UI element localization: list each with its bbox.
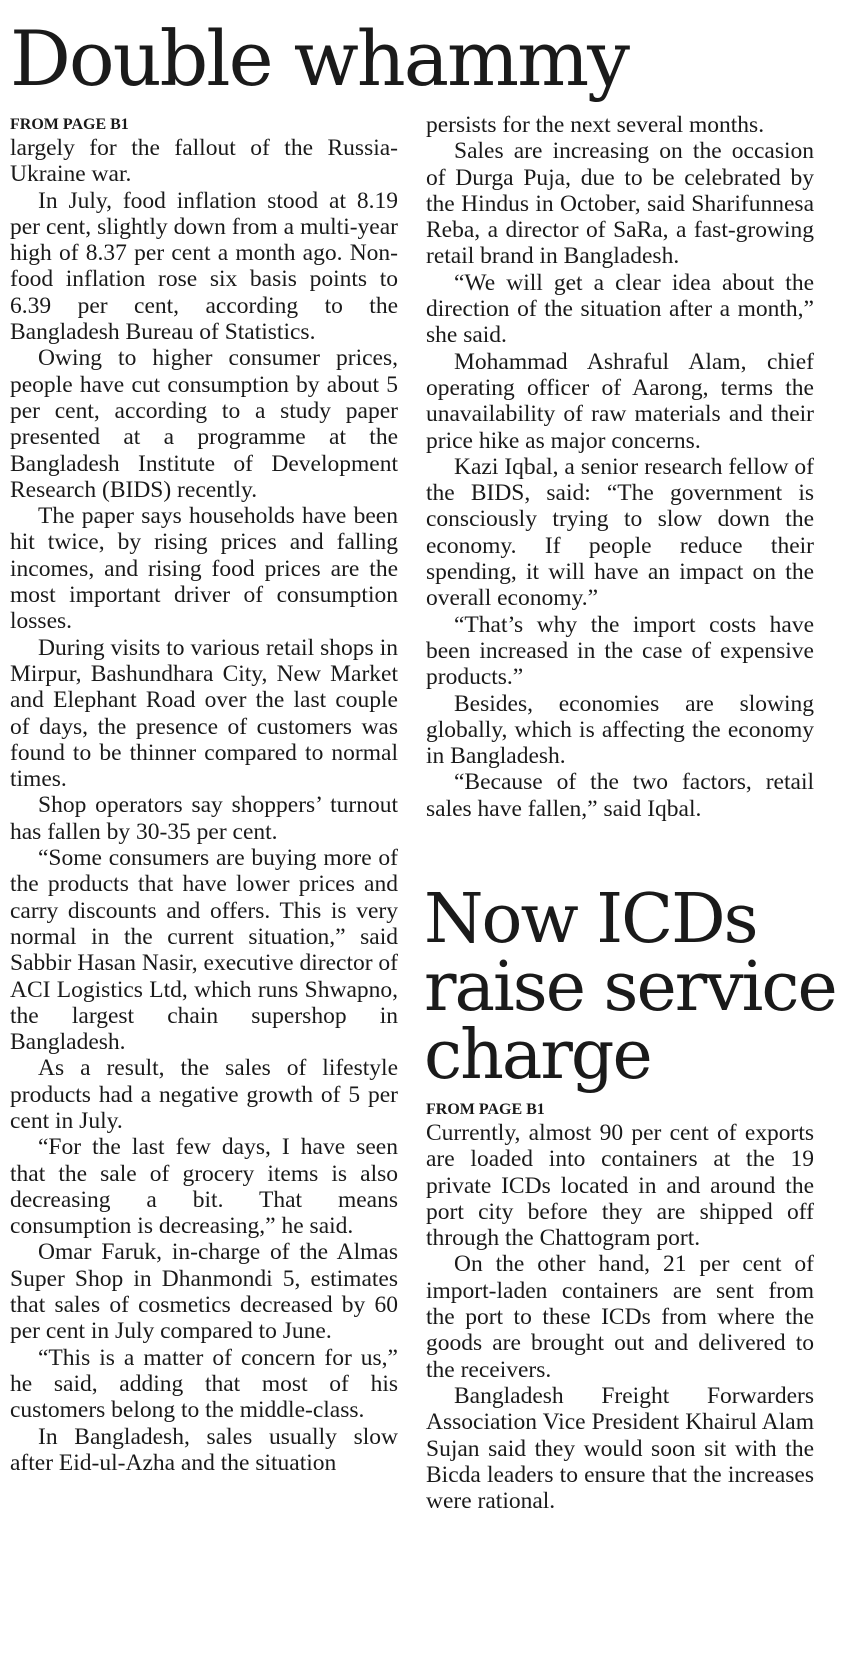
second-article-column: [426, 1100, 814, 1514]
paragraph: largely for the fallout of the Russia-Ukraine war.: [10, 135, 398, 188]
paragraph: “We will get a clear idea about the direction of the situation after a month,” she said.: [426, 269, 814, 349]
paragraph: Owing to higher consumer prices, people have cut consumption by about 5 per cent, according to a study paper presented at a programme at the Bangladesh Institute of Development Research (BIDS) recently.: [10, 345, 398, 503]
paragraph: Omar Faruk, in-charge of the Almas Super Shop in Dhanmondi 5, estimates that sales of cosmetics decreased by 60 per cent in July compared to June.: [10, 1239, 398, 1345]
paragraph: Bangladesh Freight Forwarders Association Vice President Khairul Alam Sujan said they would soon sit with the Bicda leaders to ensure that the increases were rational.: [426, 1382, 814, 1515]
paragraph: In July, food inflation stood at 8.19 per cent, slightly down from a multi-year high of 8.37 per cent a month ago. Non-food inflation rose six basis points to 6.39 per cent, according to the Bangladesh Bureau of Statistics.: [10, 187, 398, 346]
paragraph: Besides, economies are slowing globally, which is affecting the economy in Bangladesh.: [426, 690, 814, 770]
article-column-right: [426, 112, 814, 822]
paragraph: “For the last few days, I have seen that the sale of grocery items is also decreasing a bit. That means consumption is decreasing,” he said.: [10, 1134, 398, 1240]
paragraph: Mohammad Ashraful Alam, chief operating officer of Aarong, terms the unavailability of raw materials and their price hike as major concerns.: [426, 348, 814, 454]
paragraph: persists for the next several months.: [426, 112, 765, 138]
paragraph: “That’s why the import costs have been increased in the case of expensive products.”: [426, 611, 814, 691]
paragraph: Currently, almost 90 per cent of exports are loaded into containers at the 19 private ICDs located in and around the port city before they are shipped off through the Chattogram port.: [426, 1120, 814, 1252]
paragraph: On the other hand, 21 per cent of import-laden containers are sent from the port to these ICDs from where the goods are brought out and delivered to the receivers.: [426, 1251, 814, 1383]
paragraph: In Bangladesh, sales usually slow after Eid-ul-Azha and the situation: [10, 1423, 398, 1476]
paragraph: Sales are increasing on the occasion of Durga Puja, due to be celebrated by the Hindus in October, said Sharifunnesa Reba, a director of SaRa, a fast-growing retail brand in Bangladesh.: [426, 138, 814, 270]
paragraph: During visits to various retail shops in Mirpur, Bashundhara City, New Market and Elephant Road over the last couple of days, the presence of customers was found to be thinner compared to normal times.: [10, 634, 398, 793]
paragraph: “This is a matter of concern for us,” he said, adding that most of his customers belong to the middle-class.: [10, 1344, 398, 1424]
paragraph: As a result, the sales of lifestyle products had a negative growth of 5 per cent in July.: [10, 1055, 398, 1134]
paragraph: “Because of the two factors, retail sales have fallen,” said Iqbal.: [426, 769, 814, 822]
article-column-left: [10, 115, 398, 1476]
from-page-kicker: FROM PAGE B1: [10, 116, 129, 133]
paragraph: Kazi Iqbal, a senior research fellow of the BIDS, said: “The government is consciously trying to slow down the economy. If people reduce their spending, it will have an impact on the overall economy.”: [426, 453, 814, 612]
from-page-kicker: FROM PAGE B1: [426, 1101, 545, 1118]
paragraph: “Some consumers are buying more of the products that have lower prices and carry discounts and offers. This is very normal in the current situation,” said Sabbir Hasan Nasir, executive director of ACI Logistics Ltd, which runs Shwapno, the largest chain supershop in Bangladesh.: [10, 845, 398, 1056]
second-article-headline: Now ICDs raise service charge: [424, 880, 836, 1095]
paragraph: Shop operators say shoppers’ turnout has fallen by 30-35 per cent.: [10, 792, 398, 845]
paragraph: The paper says households have been hit twice, by rising prices and falling incomes, and rising food prices are the most important driver of consumption losses.: [10, 503, 398, 635]
article-headline: Double whammy: [10, 14, 629, 103]
